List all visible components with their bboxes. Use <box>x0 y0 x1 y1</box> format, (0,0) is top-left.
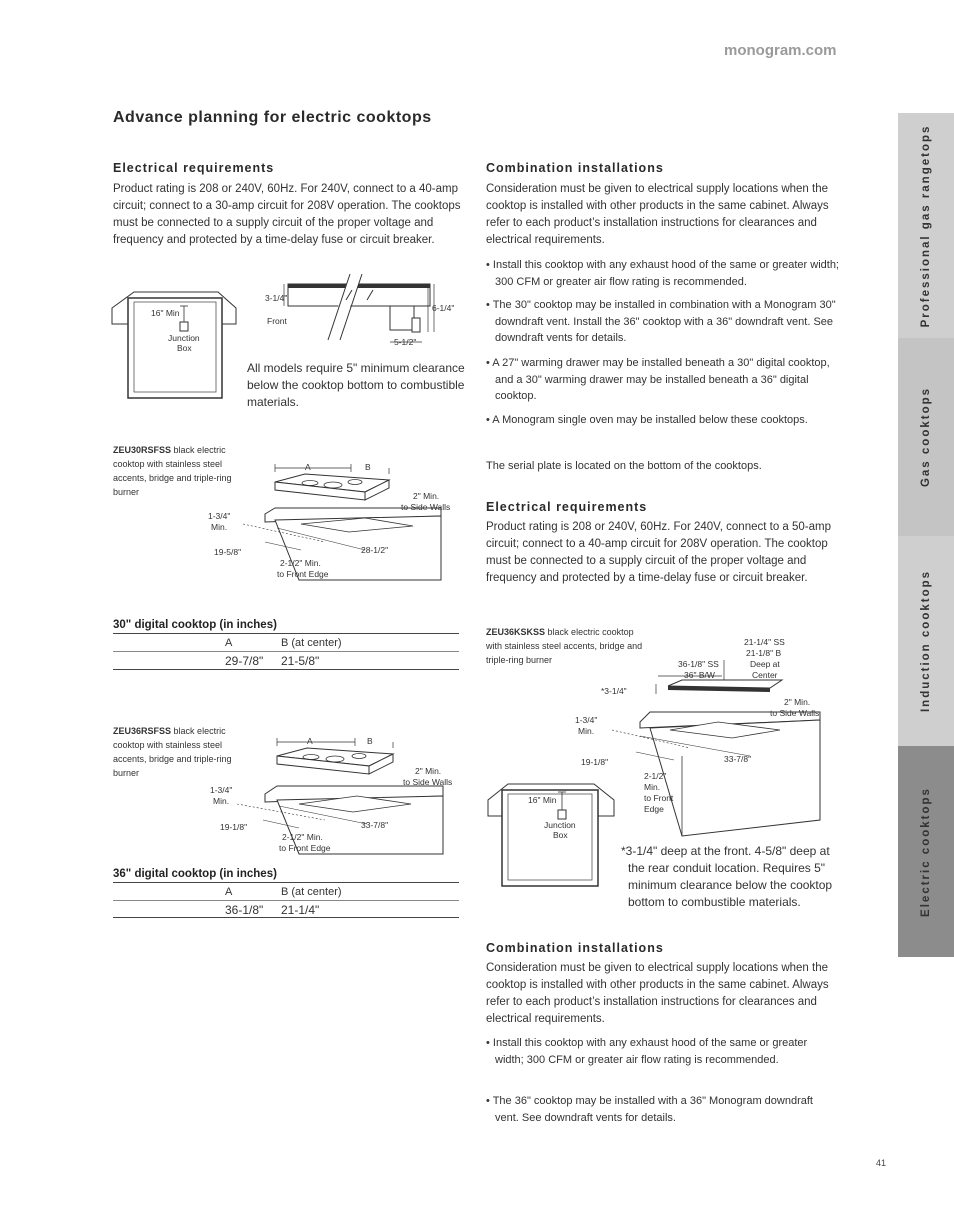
ks-cabinet-box-label: Box <box>553 830 568 840</box>
tab-label: Professional gas rangetops <box>920 124 932 327</box>
ks-label-side2: to Side Walls <box>770 708 820 718</box>
tab-label: Electric cooktops <box>920 786 932 917</box>
table36-val-b: 21-1/4" <box>281 903 320 917</box>
ks-label-f2: Min. <box>644 782 661 792</box>
table30-val-a: 29-7/8" <box>225 654 264 668</box>
ks-label-w-ss: 36-1/8" SS <box>678 659 719 669</box>
zeu36-label-b: B <box>367 736 373 746</box>
zeu36ks-model-desc: black electric cooktop with stainless steel accents, bridge and triple-ring burner <box>486 627 643 665</box>
cabinet-min-label: 16" Min <box>151 308 180 318</box>
table30-val-b: 21-5/8" <box>281 654 320 668</box>
cabinet-junction-diagram <box>108 284 243 404</box>
zeu30-model-code: ZEU30RSFSS <box>113 445 172 455</box>
electrical-requirements-text: Product rating is 208 or 240V, 60Hz. For 240V, connect to a 40-amp circuit; connect to a 30-amp circuit for 208V operation. The cooktops must be connected to a supply circuit of the proper voltage and frequency and protected by a time-delay fuse or circuit breaker. <box>113 183 461 246</box>
combination-installations-text: Consideration must be given to electrical supply locations when the cooktop is installed with other products in the same cabinet. Always refer to each product’s installation instructions for clearances and electrical requirements. <box>486 183 829 246</box>
cooktop-side-profile-diagram <box>262 270 462 352</box>
ks-label-d: *3-1/4" <box>601 686 627 696</box>
zeu36-label-side2: to Side Walls <box>403 777 453 787</box>
ks-cabinet-junction-diagram <box>486 776 618 890</box>
zeu30-model-desc: black electric cooktop with stainless steel accents, bridge and triple-ring burner <box>113 445 232 497</box>
ks-cabinet-min-label: 16" Min <box>528 795 557 805</box>
combo-bullet-4: • A Monogram single oven may be installed below these cooktops. <box>486 414 808 426</box>
ks-label-f3: to Front <box>644 793 674 803</box>
combo2-bullet-1: • Install this cooktop with any exhaust hood of the same or greater width; 300 CFM or greater air flow rating is recommended. <box>486 1037 808 1066</box>
zeu36-label-w1: 19-1/8" <box>220 822 248 832</box>
ks-label-w2: 33-7/8" <box>724 754 752 764</box>
table36-col-b: B (at center) <box>281 886 342 898</box>
zeu30-installation-diagram <box>205 458 467 584</box>
zeu36-label-front: 2-1/2" Min. <box>282 832 323 842</box>
tab-label: Gas cooktops <box>920 386 932 488</box>
combination-installations-heading-2: Combination installations <box>486 941 664 955</box>
ks-label-b: 21-1/8" B <box>746 648 782 658</box>
zeu36ks-model-code: ZEU36KSKSS <box>486 627 546 637</box>
side-width-label: 5-1/2" <box>394 337 417 347</box>
zeu36-model-desc: black electric cooktop with stainless steel accents, bridge and triple-ring burner <box>113 726 232 778</box>
cabinet-box-label: Box <box>177 343 192 353</box>
table36-title: 36" digital cooktop (in inches) <box>113 868 277 880</box>
zeu36-label-side: 2" Min. <box>415 766 442 776</box>
zeu36-label-a: A <box>307 736 313 746</box>
ks-label-w-bw: 36" B/W <box>684 670 715 680</box>
side-front-label: Front <box>267 316 287 326</box>
zeu30-label-front: 2-1/2" Min. <box>280 558 321 568</box>
zeu36-label-w2: 33-7/8" <box>361 820 389 830</box>
table36 <box>113 882 459 922</box>
table30-title: 30" digital cooktop (in inches) <box>113 619 277 631</box>
combo2-bullet-2: • The 36" cooktop may be installed with a 36" Monogram downdraft vent. See downdraft vents for details. <box>486 1095 813 1124</box>
zeu30-label-b: B <box>365 462 371 472</box>
ks-label-side: 2" Min. <box>784 697 811 707</box>
electrical-requirements-heading-2: Electrical requirements <box>486 500 648 514</box>
page-number: 41 <box>876 1158 887 1168</box>
ks-label-f1: 2-1/2" <box>644 771 667 781</box>
serial-plate-note: The serial plate is located on the bottom of the cooktops. <box>486 460 762 472</box>
zeu30-label-w2: 28-1/2" <box>361 545 389 555</box>
tab-gas-cooktops[interactable] <box>898 338 954 536</box>
ks-label-deep: Deep at <box>750 659 780 669</box>
cabinet-junction-label: Junction <box>168 333 200 343</box>
tab-induction-cooktops[interactable] <box>898 536 954 746</box>
zeu36-model-code: ZEU36RSFSS <box>113 726 172 736</box>
ks-label-min: Min. <box>578 726 595 736</box>
clearance-note: All models require 5" minimum clearance below the cooktop bottom to combustible materials. <box>247 361 465 409</box>
zeu30-label-depth: 1-3/4" <box>208 511 231 521</box>
ks-depth-note: *3-1/4" deep at the front. 4-5/8" deep at the rear conduit location. Requires 5" minimum clearance below the cooktop bottom to combustible materials. <box>621 844 833 909</box>
ks-cabinet-junction-label: Junction <box>544 820 576 830</box>
tab-professional-gas-rangetops[interactable] <box>898 113 954 338</box>
zeu36-installation-diagram <box>207 734 467 858</box>
ks-label-ss: 21-1/4" SS <box>744 637 785 647</box>
zeu36-label-front2: to Front Edge <box>279 843 331 853</box>
table36-col-a: A <box>225 886 233 898</box>
combo-bullet-1: • Install this cooktop with any exhaust hood of the same or greater width; 300 CFM or greater air flow rating is recommended. <box>486 259 839 288</box>
zeu30-label-side2: to Side Walls <box>401 502 451 512</box>
table30-col-a: A <box>225 637 233 649</box>
zeu30-label-front2: to Front Edge <box>277 569 329 579</box>
zeu36-label-depth: 1-3/4" <box>210 785 233 795</box>
combo-bullet-2: • The 30" cooktop may be installed in combination with a Monogram 30" downdraft vent. Install the 36" cooktop with a 36" downdraft vent. See downdraft vents for details. <box>486 299 836 344</box>
combination-installations-heading: Combination installations <box>486 161 664 175</box>
zeu36-label-min: Min. <box>213 796 230 806</box>
electrical-requirements-text-2: Product rating is 208 or 240V, 60Hz. For 240V, connect to a 50-amp circuit; connect to a 40-amp circuit for 208V operation. The cooktop must be connected to a supply circuit of the proper voltage and frequency and protected by a time-delay fuse or circuit breaker. <box>486 521 831 584</box>
zeu30-label-a: A <box>305 462 311 472</box>
ks-label-center: Center <box>752 670 778 680</box>
brand-url[interactable]: monogram.com <box>724 42 837 59</box>
zeu30-label-w1: 19-5/8" <box>214 547 242 557</box>
tab-electric-cooktops[interactable] <box>898 746 954 957</box>
side-depth-label: 3-1/4" <box>265 293 288 303</box>
table30-col-b: B (at center) <box>281 637 342 649</box>
side-height-label: 6-1/4" <box>432 303 455 313</box>
ks-label-depth: 1-3/4" <box>575 715 598 725</box>
tab-label: Induction cooktops <box>920 569 932 713</box>
electrical-requirements-heading: Electrical requirements <box>113 161 275 175</box>
ks-label-w1: 19-1/8" <box>581 757 609 767</box>
table36-val-a: 36-1/8" <box>225 903 264 917</box>
zeu30-label-side: 2" Min. <box>413 491 440 501</box>
page-title: Advance planning for electric cooktops <box>113 109 432 126</box>
zeu30-label-min: Min. <box>211 522 228 532</box>
combination-installations-text-2: Consideration must be given to electrical supply locations when the cooktop is installed with other products in the same cabinet. Always refer to each product’s installation instructions for clearances and electrical requirements. <box>486 962 829 1025</box>
ks-label-f4: Edge <box>644 804 664 814</box>
table30 <box>113 633 459 673</box>
combo-bullet-3: • A 27" warming drawer may be installed beneath a 30" digital cooktop, and a 30" warming drawer may be installed beneath a 36" digital cooktop. <box>486 357 830 402</box>
